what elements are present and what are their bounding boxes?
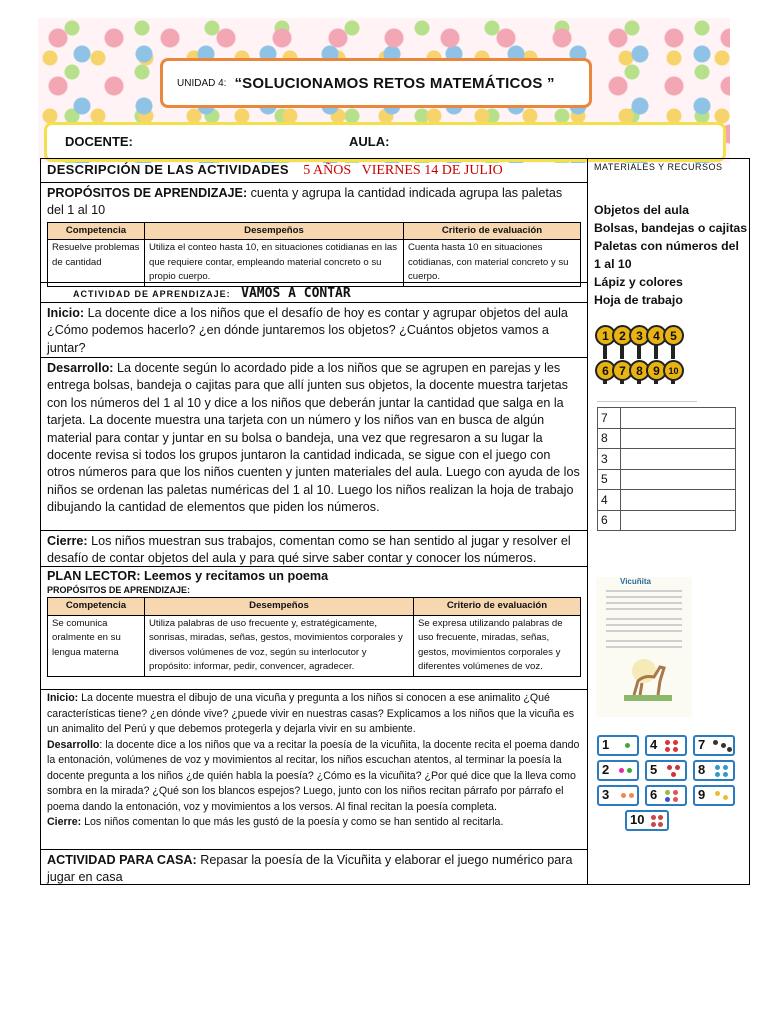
card-number: 6	[650, 787, 658, 802]
card-number: 7	[698, 737, 706, 752]
teacher-info-box	[44, 122, 726, 162]
number-cards-image	[597, 735, 741, 831]
number-paddles-image	[595, 325, 735, 383]
col-header-desempenos: Desempeños	[145, 598, 414, 616]
table-row	[598, 490, 736, 511]
number-card	[693, 760, 735, 781]
cierre-text: Los niños muestran sus trabajos, comentan como se han sentido al jugar y resolver el desafío de contar objetos del aula y para qué sirve saber contar y conocer los números.	[47, 534, 571, 566]
worksheet-number: 3	[598, 449, 621, 470]
paddle-10: 10	[663, 360, 684, 381]
inicio-label: Inicio:	[47, 306, 85, 320]
poem-title: Vicuñita	[620, 577, 651, 586]
worksheet-table	[597, 407, 736, 531]
home-activity	[41, 850, 587, 884]
paddle-1: 1	[595, 325, 616, 346]
materials-column	[588, 159, 749, 884]
activity-sheet	[40, 158, 750, 885]
card-number: 5	[650, 762, 658, 777]
cierre2-text: Los niños comentan lo que más les gustó de la poesía y como se han sentido al recitarla.	[81, 816, 504, 828]
plan-lector-activity	[41, 690, 587, 850]
card-number: 2	[602, 762, 610, 777]
number-card	[693, 785, 735, 806]
inicio-section	[41, 303, 587, 358]
plan-lector-section	[41, 567, 587, 690]
table-row	[598, 510, 736, 531]
desarrollo2-label: Desarrollo	[47, 738, 100, 751]
number-card	[597, 735, 639, 756]
age-label: 5 AÑOS	[303, 163, 352, 178]
table-row	[598, 408, 736, 429]
cierre-section	[41, 531, 587, 567]
paddle-7: 7	[612, 360, 633, 381]
number-card	[597, 760, 639, 781]
activity-label: ACTIVIDAD DE APRENDIZAJE:	[73, 289, 231, 299]
desarrollo-text: La docente según lo acordado pide a los niños que se agrupen en parejas y les entrega bolsas, bandeja o cajitas para que allí junten sus objetos, la docente muestra tarjetas con los números del 1 al 10 y dice a los niños que deberán juntar la cantidad que salga en la tarjeta. La docente muestra una tarjeta con un número y los niños van en busca de algún material para contar y juntar en su bolsa o bandeja, una vez que regresaron a su lugar la docente revisa si todos los grupos juntaron la cantidad indicada, se sigue con el juego con otros números para que los niños cuenten y junten materiales del aula. Luego con ayuda de los niños se ordenan las paletas numéricas del 1 al 10. Luego los niños realizan la hoja de trabajo dibujando la cantidad de elementos que piden los números.	[47, 361, 580, 515]
inicio-text: La docente dice a los niños que el desafío de hoy es contar y agrupar objetos del aula ¿Cómo podemos hacerlo? ¿en dónde juntaremos los objetos? ¿Cuántos objetos vamos a juntar?	[47, 306, 568, 355]
inicio2-label: Inicio:	[47, 692, 79, 704]
home-activity-text: Repasar la poesía de la Vicuñita y elaborar el juego numérico para jugar en casa	[47, 853, 573, 885]
vicuna-poem-image	[596, 577, 692, 717]
worksheet-number: 5	[598, 469, 621, 490]
material-item: Lápiz y colores	[594, 275, 683, 289]
description-header	[41, 159, 587, 183]
home-activity-label: ACTIVIDAD PARA CASA:	[47, 853, 197, 867]
aula-label: AULA:	[349, 134, 390, 149]
table-row	[48, 615, 581, 676]
number-card	[645, 735, 687, 756]
purposes2-label: PROPÓSITOS DE APRENDIZAJE:	[47, 585, 191, 595]
paddle-9: 9	[646, 360, 667, 381]
number-card	[693, 735, 735, 756]
material-item: Objetos del aula	[594, 203, 689, 217]
col-header-criterio: Criterio de evaluación	[414, 598, 581, 616]
unit-title-box	[160, 58, 592, 108]
card-number: 1	[602, 737, 610, 752]
inicio2-text: La docente muestra el dibujo de una vicuña y pregunta a los niños si conocen a ese animalito ¿Qué características tiene? ¿en dónde vive? ¿puede vivir en nuestras casas? Explicamos a los niños que la vicuña es un animalito del Perú y que debemos protegerla y dejarla vivir en su ambiente.	[47, 692, 575, 735]
desarrollo-label: Desarrollo:	[47, 361, 114, 375]
purposes-text: cuenta y agrupa la cantidad indicada agrupa las paletas del 1 al 10	[47, 186, 563, 218]
cell-desempeno: Utiliza palabras de uso frecuente y, estratégicamente, sonrisas, miradas, señas, gestos, movimientos corporales y diversos volúmenes de voz, según su interlocutor y propósito: informar, pedir, convencer, agradecer.	[145, 615, 414, 676]
vicuna-icon	[624, 655, 672, 703]
paddle-4: 4	[646, 325, 667, 346]
paddle-5: 5	[663, 325, 684, 346]
number-card	[597, 785, 639, 806]
materials-list	[594, 201, 749, 309]
card-number: 9	[698, 787, 706, 802]
table-row	[48, 240, 581, 287]
learning-activity-header	[41, 283, 587, 303]
cell-competencia: Se comunica oralmente en su lengua materna	[48, 615, 145, 676]
paddle-3: 3	[629, 325, 650, 346]
card-number: 8	[698, 762, 706, 777]
desarrollo-section	[41, 358, 587, 531]
table-row	[598, 469, 736, 490]
card-number: 4	[650, 737, 658, 752]
table-row	[598, 449, 736, 470]
day-label: VIERNES 14 DE JULIO	[361, 163, 503, 178]
description-title: DESCRIPCIÓN DE LAS ACTIVIDADES	[47, 162, 289, 177]
paddle-6: 6	[595, 360, 616, 381]
cell-desempeno: Utiliza el conteo hasta 10, en situaciones cotidianas en las que requiere contar, empleando material concreto o su propio cuerpo.	[145, 240, 404, 287]
cierre-label: Cierre:	[47, 534, 88, 548]
paddle-2: 2	[612, 325, 633, 346]
cierre2-label: Cierre:	[47, 816, 82, 828]
material-item: Paletas con números del 1 al 10	[594, 239, 739, 271]
table-row	[598, 428, 736, 449]
cell-competencia: Resuelve problemas de cantidad	[48, 240, 145, 287]
col-header-desempenos: Desempeños	[145, 222, 404, 240]
competency-table-math	[47, 222, 581, 287]
number-card	[645, 760, 687, 781]
card-number: 3	[602, 787, 610, 802]
competency-table-communication	[47, 597, 581, 677]
material-item: Bolsas, bandejas o cajitas	[594, 221, 748, 235]
col-header-criterio: Criterio de evaluación	[404, 222, 581, 240]
activities-column	[41, 159, 588, 884]
unit-title: “SOLUCIONAMOS RETOS MATEMÁTICOS ”	[234, 74, 555, 92]
col-header-competencia: Competencia	[48, 222, 145, 240]
worksheet-number: 4	[598, 490, 621, 511]
unit-label: UNIDAD 4:	[177, 77, 227, 89]
worksheet-header-line: ————————————————————	[597, 399, 697, 405]
purposes-label: PROPÓSITOS DE APRENDIZAJE:	[47, 186, 248, 200]
number-card	[625, 810, 669, 831]
card-number: 10	[630, 812, 645, 827]
number-card	[645, 785, 687, 806]
plan-lector-title: PLAN LECTOR: Leemos y recitamos un poema	[47, 569, 329, 583]
cell-criterio: Cuenta hasta 10 en situaciones cotidianas, con material concreto y su cuerpo.	[404, 240, 581, 287]
worksheet-number: 6	[598, 510, 621, 531]
learning-purposes	[41, 183, 587, 283]
col-header-competencia: Competencia	[48, 598, 145, 616]
paddle-8: 8	[629, 360, 650, 381]
material-item: Hoja de trabajo	[594, 293, 683, 307]
activity-name: VAMOS A CONTAR	[241, 286, 351, 301]
materials-title: MATERIALES Y RECURSOS	[594, 162, 723, 172]
worksheet-number: 8	[598, 428, 621, 449]
worksheet-number: 7	[598, 408, 621, 429]
desarrollo2-text: : la docente dice a los niños que va a recitar la poesía de la vicuñita, la docente recita el poema dando la entonación, volúmenes de voz y movimientos al recitar, los niños escuchan atentos, al terminar la poesía la docente pregunta a los niños ¿de quién habla la poesía? ¿Cómo es la vicuñita? ¿Por qué dice que la lleva como sombra en la mirada? ¿Qué son los blancos espejos? Luego, junto con los niños recitan párrafo por párrafo el poema dando la entonación, voz y movimientos a los versos. Al final recitan la poesía completa.	[47, 738, 580, 813]
docente-label: DOCENTE:	[65, 134, 133, 149]
cell-criterio: Se expresa utilizando palabras de uso frecuente, miradas, señas, gestos, movimientos corporales y diferentes volúmenes de voz.	[414, 615, 581, 676]
